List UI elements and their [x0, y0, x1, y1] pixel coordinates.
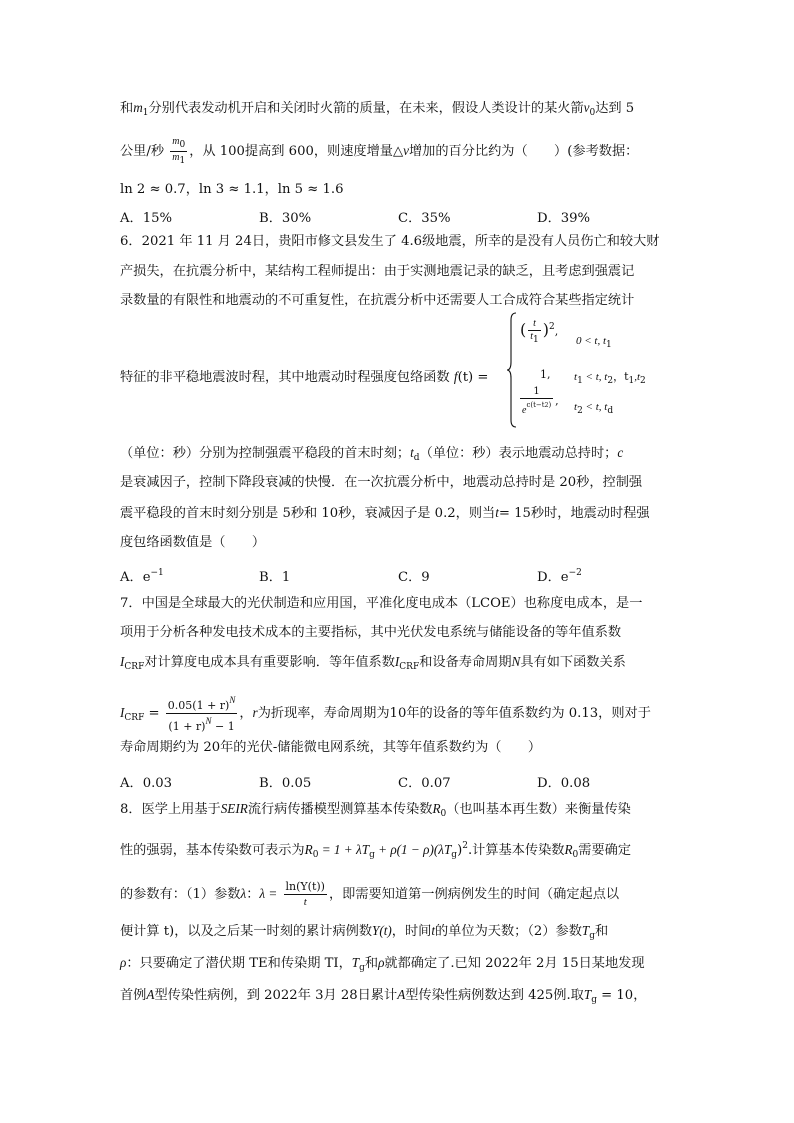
piecewise-case-2: 1, [540, 368, 551, 381]
q5-option-b[interactable]: B．30% [259, 211, 312, 226]
q5-option-d[interactable]: D．39% [537, 211, 591, 226]
q6-option-c[interactable]: C．9 [398, 570, 430, 585]
q6-line-8: 度包络函数值是（ ） [120, 535, 266, 550]
q6-line-4: 特征的非平稳地震波时程，其中地震动时程强度包络函数 f(t) = [120, 369, 489, 385]
q7-line-1: 7．中国是全球最大的光伏制造和应用国，平准化度电成本（LCOE）也称度电成本，是一 [120, 596, 643, 611]
q6-line-6: 是衰减因子，控制下降段衰减的快慢．在一次抗震分析中，地震动总持时是 20秒，控制强 [120, 475, 643, 490]
q6-line-5: （单位：秒）分别为控制强震平稳段的首末时刻；$t_d$（单位：秒）表示地震动总持时；c [120, 445, 624, 463]
q7-option-b[interactable]: B．0.05 [259, 776, 312, 791]
lambda-fraction: $\frac{\ln(Y(t))}{t}$ [285, 880, 325, 908]
q6-option-a[interactable]: A．$e^{-1}$ [120, 568, 164, 585]
q6-line-7: 震平稳段的首末时刻分别是 5秒和 10秒，衰减因子是 0.2，则当t= 15秒时，地震动时程强 [120, 505, 650, 521]
piecewise-brace [507, 312, 517, 428]
q5-reference-data: ln 2 ≈ 0.7，ln 3 ≈ 1.1，ln 5 ≈ 1.6 [120, 182, 344, 197]
q7-line-3: $I_{CRF}$对计算度电成本具有重要影响．等年值系数$I_{CRF}$和设备寿命周期N具有如下函数关系 [120, 654, 626, 672]
piecewise-case-1: ( $\frac{t}{t1}$ )$^2$, [520, 318, 559, 345]
q5-line-1: 和$m_1$分别代表发动机开启和关闭时火箭的质量，在未来，假设人类设计的某火箭$v_0$达到 5 [120, 100, 635, 118]
q8-line-5: ρ：只要确定了潜伏期 TE和传染期 TI，$T_g$和ρ就都确定了.已知 2022年 2月 15日某地发现 [120, 955, 645, 973]
piecewise-case-3: $\frac{1}{e^{c(t-t2)}}$ , [522, 386, 559, 416]
q8-line-2: 性的强弱，基本传染数可表示为$R_0 = 1 + \lambda T_g + \rho(1 - \rho)(\lambda T_g)^2$.计算基本传染数$R_0$需要确定 [120, 841, 632, 860]
q8-line-6: 首例A型传染性病例，到 2022年 3月 28日累计A型传染性病例数达到 425例.取$T_g = 10$， [120, 987, 647, 1005]
mass-ratio-fraction: $\frac{m0}{m1}$ [172, 136, 186, 166]
q6-line-1: 6．2021 年 11 月 24日，贵阳市修文县发生了 4.6级地震，所幸的是没有人员伤亡和较大财 [120, 234, 660, 249]
piecewise-case-3-cond: $t_2 < t$, $t_d$ [574, 401, 614, 416]
q7-line-2: 项用于分析各种发电技术成本的主要指标，其中光伏发电系统与储能设备的等年值系数 [120, 625, 622, 640]
piecewise-case-2-cond: $t_1 < t$, $t_2$，$t_1,t_2$ [574, 370, 646, 386]
q8-line-4: 便计算 t)，以及之后某一时刻的累计病例数Y(t)，时间t的单位为天数；（2）参数$T_g$和 [120, 923, 609, 941]
q6-line-2: 产损失，在抗震分析中，某结构工程师提出：由于实测地震记录的缺乏，且考虑到强震记 [120, 264, 635, 279]
q6-option-d[interactable]: D．$e^{-2}$ [537, 568, 582, 585]
q6-option-b[interactable]: B．1 [259, 570, 291, 585]
piecewise-case-1-cond: 0 < t, $t_1$ [576, 335, 612, 350]
q5-option-a[interactable]: A．15% [120, 211, 173, 226]
q6-line-3: 录数量的有限性和地震动的不可重复性，在抗震分析中还需要人工合成符合某些指定统计 [120, 293, 635, 308]
q8-line-3: 的参数有：（1）参数λ：λ = $\frac{\ln(Y(t))}{t}$ ，即需要知道第一例病例发生的时间（确定起点以 [120, 880, 620, 908]
q5-line-2: 公里/秒 $\frac{m0}{m1}$ ，从 100提高到 600，则速度增量△v增加的百分比约为（ ）(参考数据： [120, 136, 639, 166]
q7-option-d[interactable]: D．0.08 [537, 776, 591, 791]
q7-option-c[interactable]: C．0.07 [398, 776, 451, 791]
q7-option-a[interactable]: A．0.03 [120, 776, 173, 791]
q8-line-1: 8．医学上用基于SEIR流行病传播模型测算基本传染数$R_0$（也叫基本再生数）来衡量传染 [120, 801, 631, 819]
q7-line-5: 寿命周期约为 20年的光伏-储能微电网系统，其等年值系数约为（ ） [120, 740, 542, 755]
q7-line-4: $I_{CRF}$ = $\frac{0.05(1 + r)^N}{(1 + r)^N - 1}$ ，r为折现率，寿命周期为10年的设备的等年值系数约为 0.13，则对于 [120, 695, 651, 733]
q5-option-c[interactable]: C．35% [398, 211, 451, 226]
crf-fraction: $\frac{0.05(1 + r)^N}{(1 + r)^N - 1}$ [167, 695, 236, 733]
